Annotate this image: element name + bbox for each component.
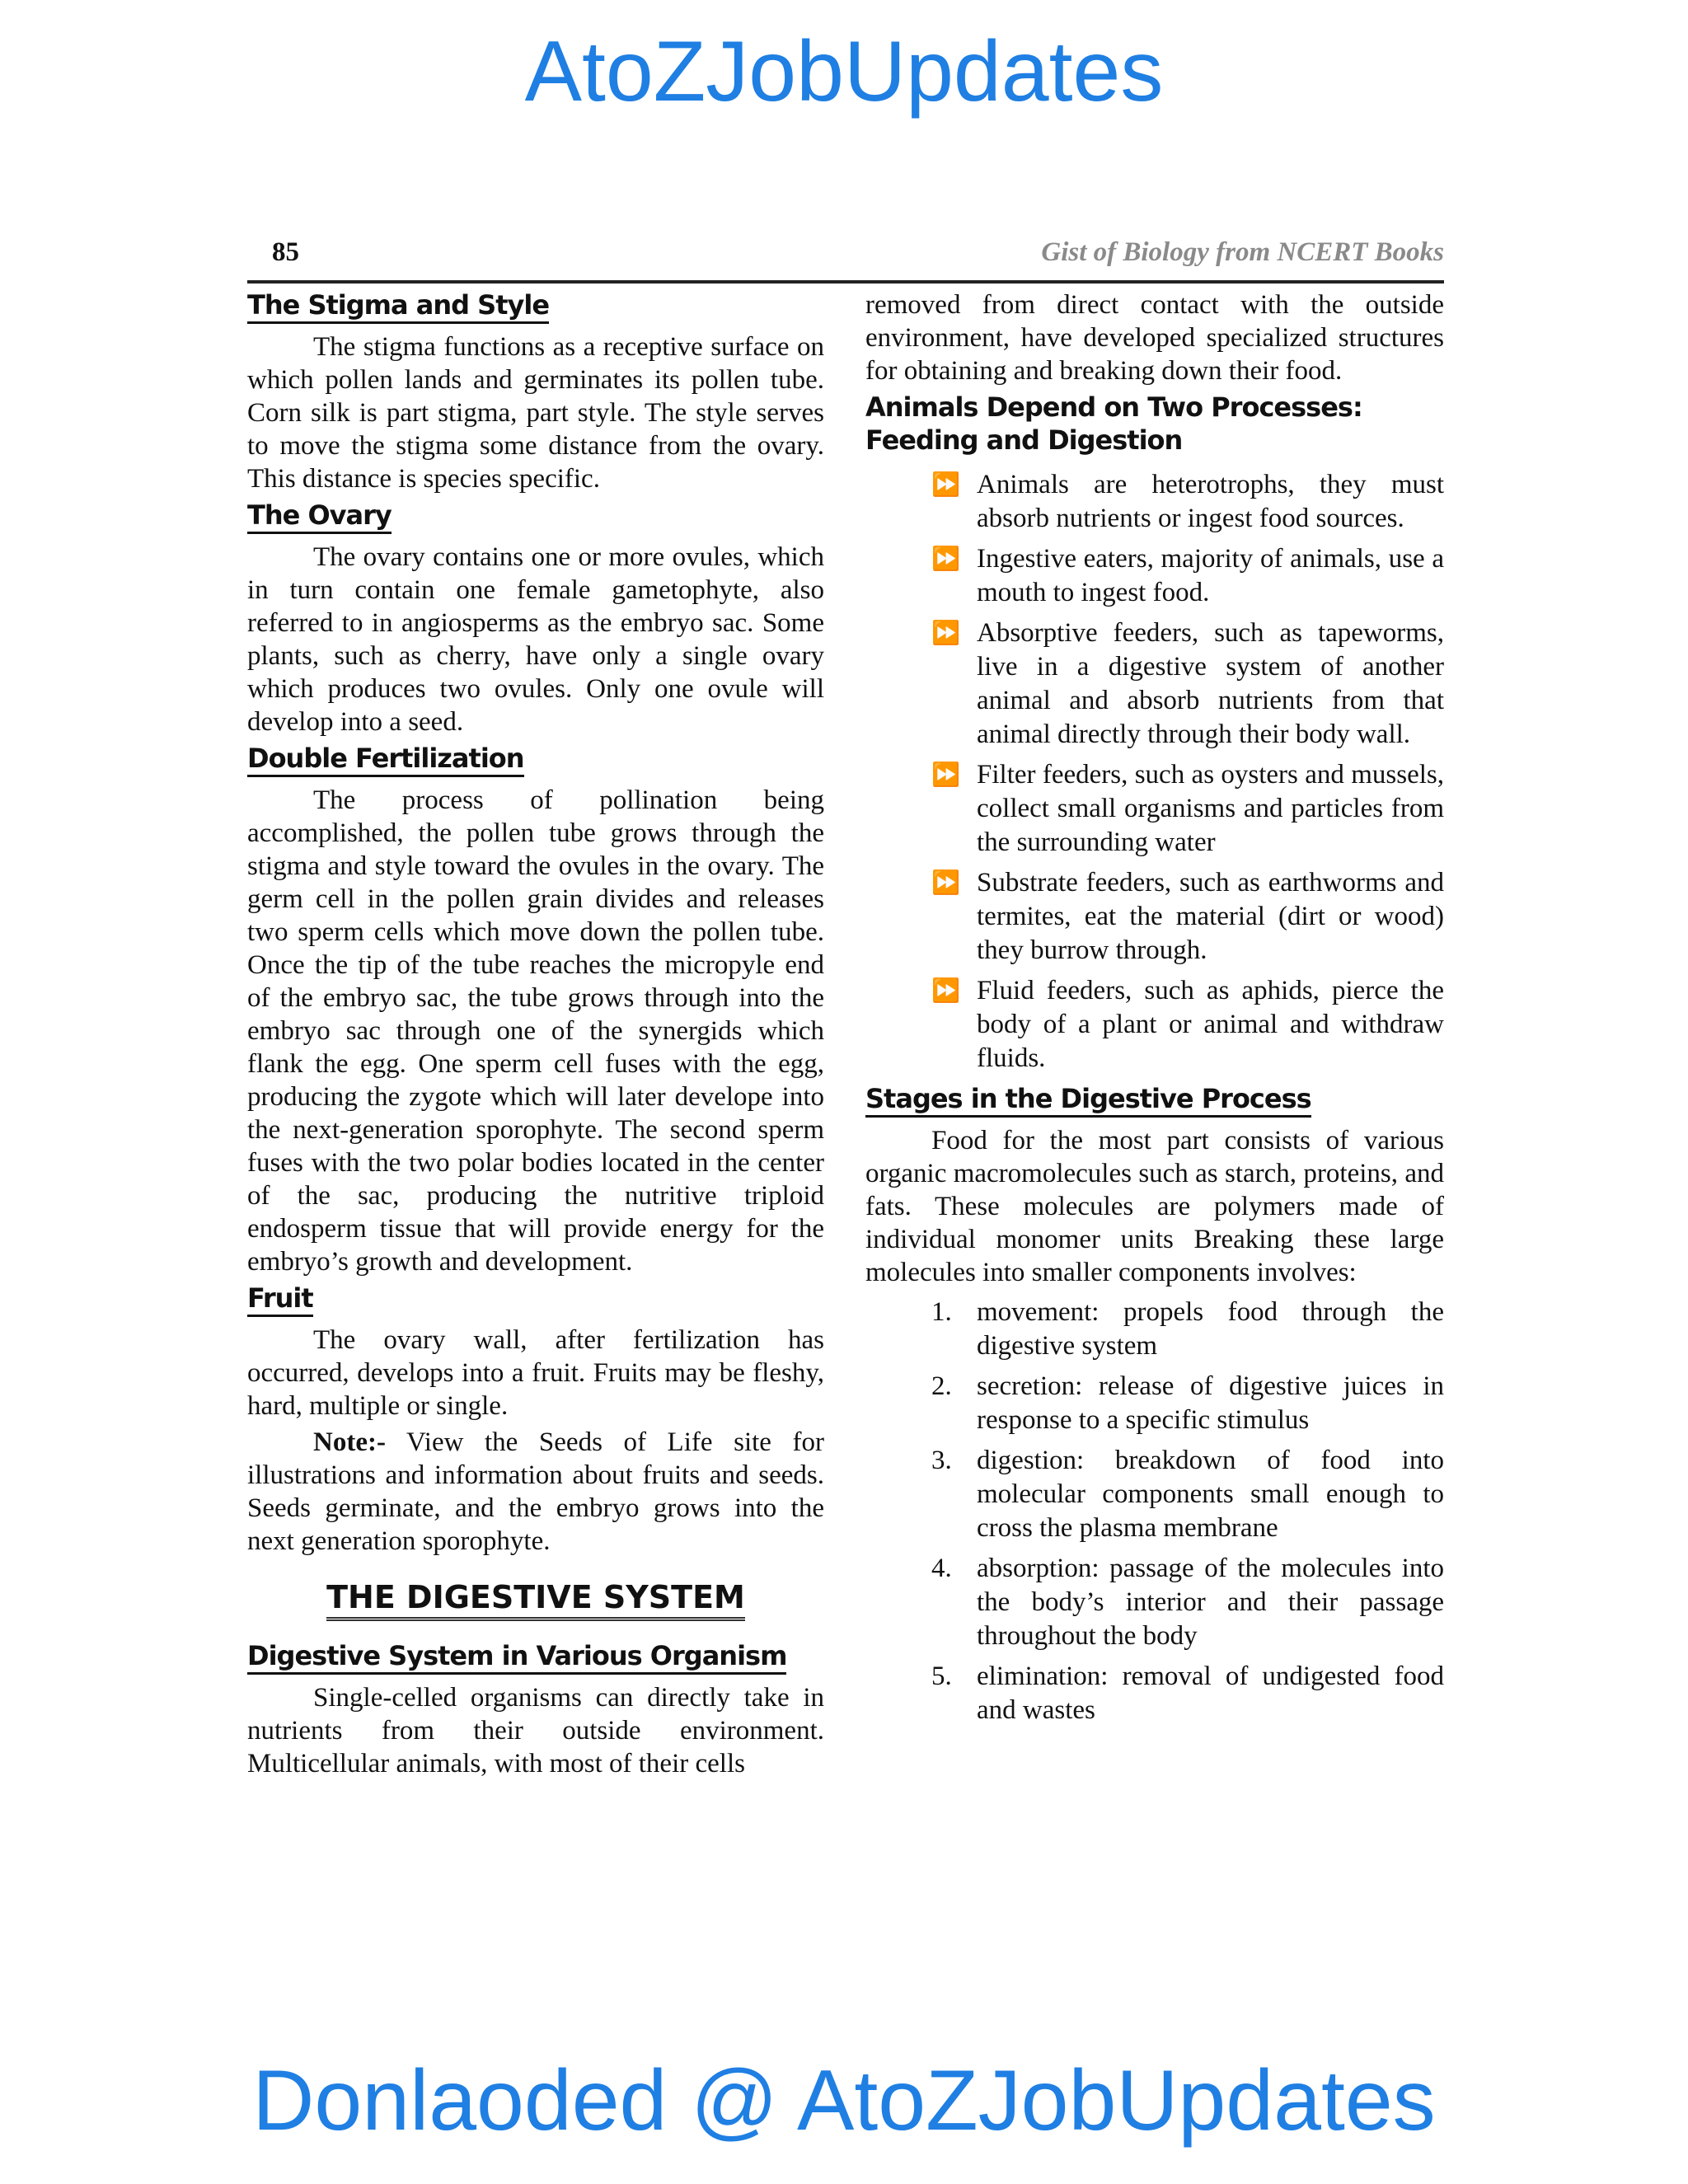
bullet-text: Filter feeders, such as oysters and mussels, collect small organisms and particles from the surrounding water: [977, 760, 1444, 857]
heading-digestive-organism: Digestive System in Various Organism: [247, 1639, 786, 1675]
step-text: absorption: passage of the molecules into the body’s interior and their passage throughout the body: [977, 1554, 1444, 1651]
book-title: Gist of Biology from NCERT Books: [1041, 237, 1444, 267]
bullet-item: [865, 866, 1444, 968]
heading-animals-line1: Animals Depend on Two Processes:: [865, 391, 1362, 423]
heading-stages: Stages in the Digestive Process: [865, 1082, 1311, 1118]
step-number: 4.: [931, 1554, 952, 1583]
page-header: [247, 231, 1444, 284]
bullet-item: [865, 468, 1444, 536]
paragraph-stigma: The stigma functions as a receptive surface on which pollen lands and germinates its pollen tube. Corn silk is part stigma, part style. The style serves to move the stigma some distance from the ovary. This distance is species specific.: [247, 332, 824, 494]
section-title-text: THE DIGESTIVE SYSTEM: [326, 1579, 745, 1621]
bullet-arrow-icon: ⏩: [931, 472, 960, 498]
heading-double-fertilization: Double Fertilization: [247, 742, 524, 777]
step-item: [865, 1296, 1444, 1363]
bullet-item: [865, 758, 1444, 860]
heading-stigma-style: The Stigma and Style: [247, 288, 549, 324]
step-text: secretion: release of digestive juices in response to a specific stimulus: [977, 1371, 1444, 1435]
bullet-item: [865, 974, 1444, 1076]
bullet-arrow-icon: ⏩: [931, 870, 960, 896]
heading-fruit: Fruit: [247, 1282, 313, 1317]
bullet-text: Fluid feeders, such as aphids, pierce the body of a plant or animal and withdraw fluids.: [977, 976, 1444, 1073]
note-label: Note:-: [313, 1427, 386, 1457]
left-column: [247, 288, 824, 1783]
step-number: 1.: [931, 1297, 952, 1327]
heading-animals-line2: Feeding and Digestion: [865, 424, 1183, 456]
watermark-top: AtoZJobUpdates: [524, 24, 1164, 120]
step-number: 2.: [931, 1371, 952, 1401]
bullet-arrow-icon: ⏩: [931, 762, 960, 788]
paragraph-fruit: The ovary wall, after fertilization has occurred, develops into a fruit. Fruits may be fleshy, hard, multiple or single.: [247, 1325, 824, 1421]
bullet-text: Substrate feeders, such as earthworms and termites, eat the material (dirt or wood) they burrow through.: [977, 868, 1444, 965]
heading-ovary: The Ovary: [247, 499, 392, 534]
watermark-bottom: Donlaoded @ AtoZJobUpdates: [252, 2053, 1436, 2149]
bullet-list: [865, 468, 1444, 1076]
paragraph-continued: removed from direct contact with the outside environment, have developed specialized structures for obtaining and breaking down their food.: [865, 290, 1444, 386]
step-item: [865, 1370, 1444, 1437]
step-number: 3.: [931, 1446, 952, 1475]
bullet-item: [865, 542, 1444, 610]
right-column: [865, 288, 1444, 1734]
steps-list: [865, 1296, 1444, 1727]
step-text: movement: propels food through the digestive system: [977, 1297, 1444, 1361]
section-title: [247, 1579, 824, 1621]
bullet-item: [865, 616, 1444, 752]
page-number: 85: [272, 237, 299, 267]
paragraph-stages: Food for the most part consists of various organic macromolecules such as starch, proteins, and fats. These molecules are polymers made of individual monomer units Breaking these large molecules into smaller components involves:: [865, 1126, 1444, 1287]
bullet-text: Animals are heterotrophs, they must absorb nutrients or ingest food sources.: [977, 470, 1444, 533]
paragraph-note: [247, 1426, 824, 1558]
step-item: [865, 1444, 1444, 1545]
paragraph-fertilization: The process of pollination being accomplished, the pollen tube grows through the stigma and style toward the ovules in the ovary. The germ cell in the pollen grain divides and releases two sperm cells which move down the pollen tube. Once the tip of the tube reaches the micropyle end of the embryo sac, the tube grows through into the embryo sac through one of the synergids which flank the egg. One sperm cell fuses with the egg, producing the zygote which will later develope into the next-generation sporophyte. The second sperm fuses with the two polar bodies located in the center of the sac, producing the nutritive triploid endosperm tissue that will provide energy for the embryo’s growth and development.: [247, 785, 824, 1277]
note-text: View the Seeds of Life site for illustrations and information about fruits and seeds. Seeds germinate, and the embryo grows into the next generation sporophyte.: [247, 1427, 824, 1556]
bullet-text: Ingestive eaters, majority of animals, use a mouth to ingest food.: [977, 544, 1444, 607]
paragraph-ovary: The ovary contains one or more ovules, which in turn contain one female gametophyte, also referred to in angiosperms as the embryo sac. Some plants, such as cherry, have only a single ovary which produces two ovules. Only one ovule will develop into a seed.: [247, 542, 824, 737]
step-number: 5.: [931, 1661, 952, 1691]
bullet-arrow-icon: ⏩: [931, 546, 960, 572]
heading-animals: [865, 391, 1444, 457]
step-text: elimination: removal of undigested food and wastes: [977, 1661, 1444, 1725]
step-text: digestion: breakdown of food into molecular components small enough to cross the plasma membrane: [977, 1446, 1444, 1543]
step-item: [865, 1552, 1444, 1653]
step-item: [865, 1660, 1444, 1727]
bullet-arrow-icon: ⏩: [931, 978, 960, 1004]
bullet-text: Absorptive feeders, such as tapeworms, live in a digestive system of another animal and absorb nutrients from that animal directly through their body wall.: [977, 618, 1444, 749]
bullet-arrow-icon: ⏩: [931, 621, 960, 646]
paragraph-digestive: Single-celled organisms can directly take in nutrients from their outside environment. Multicellular animals, with most of their cells: [247, 1683, 824, 1779]
